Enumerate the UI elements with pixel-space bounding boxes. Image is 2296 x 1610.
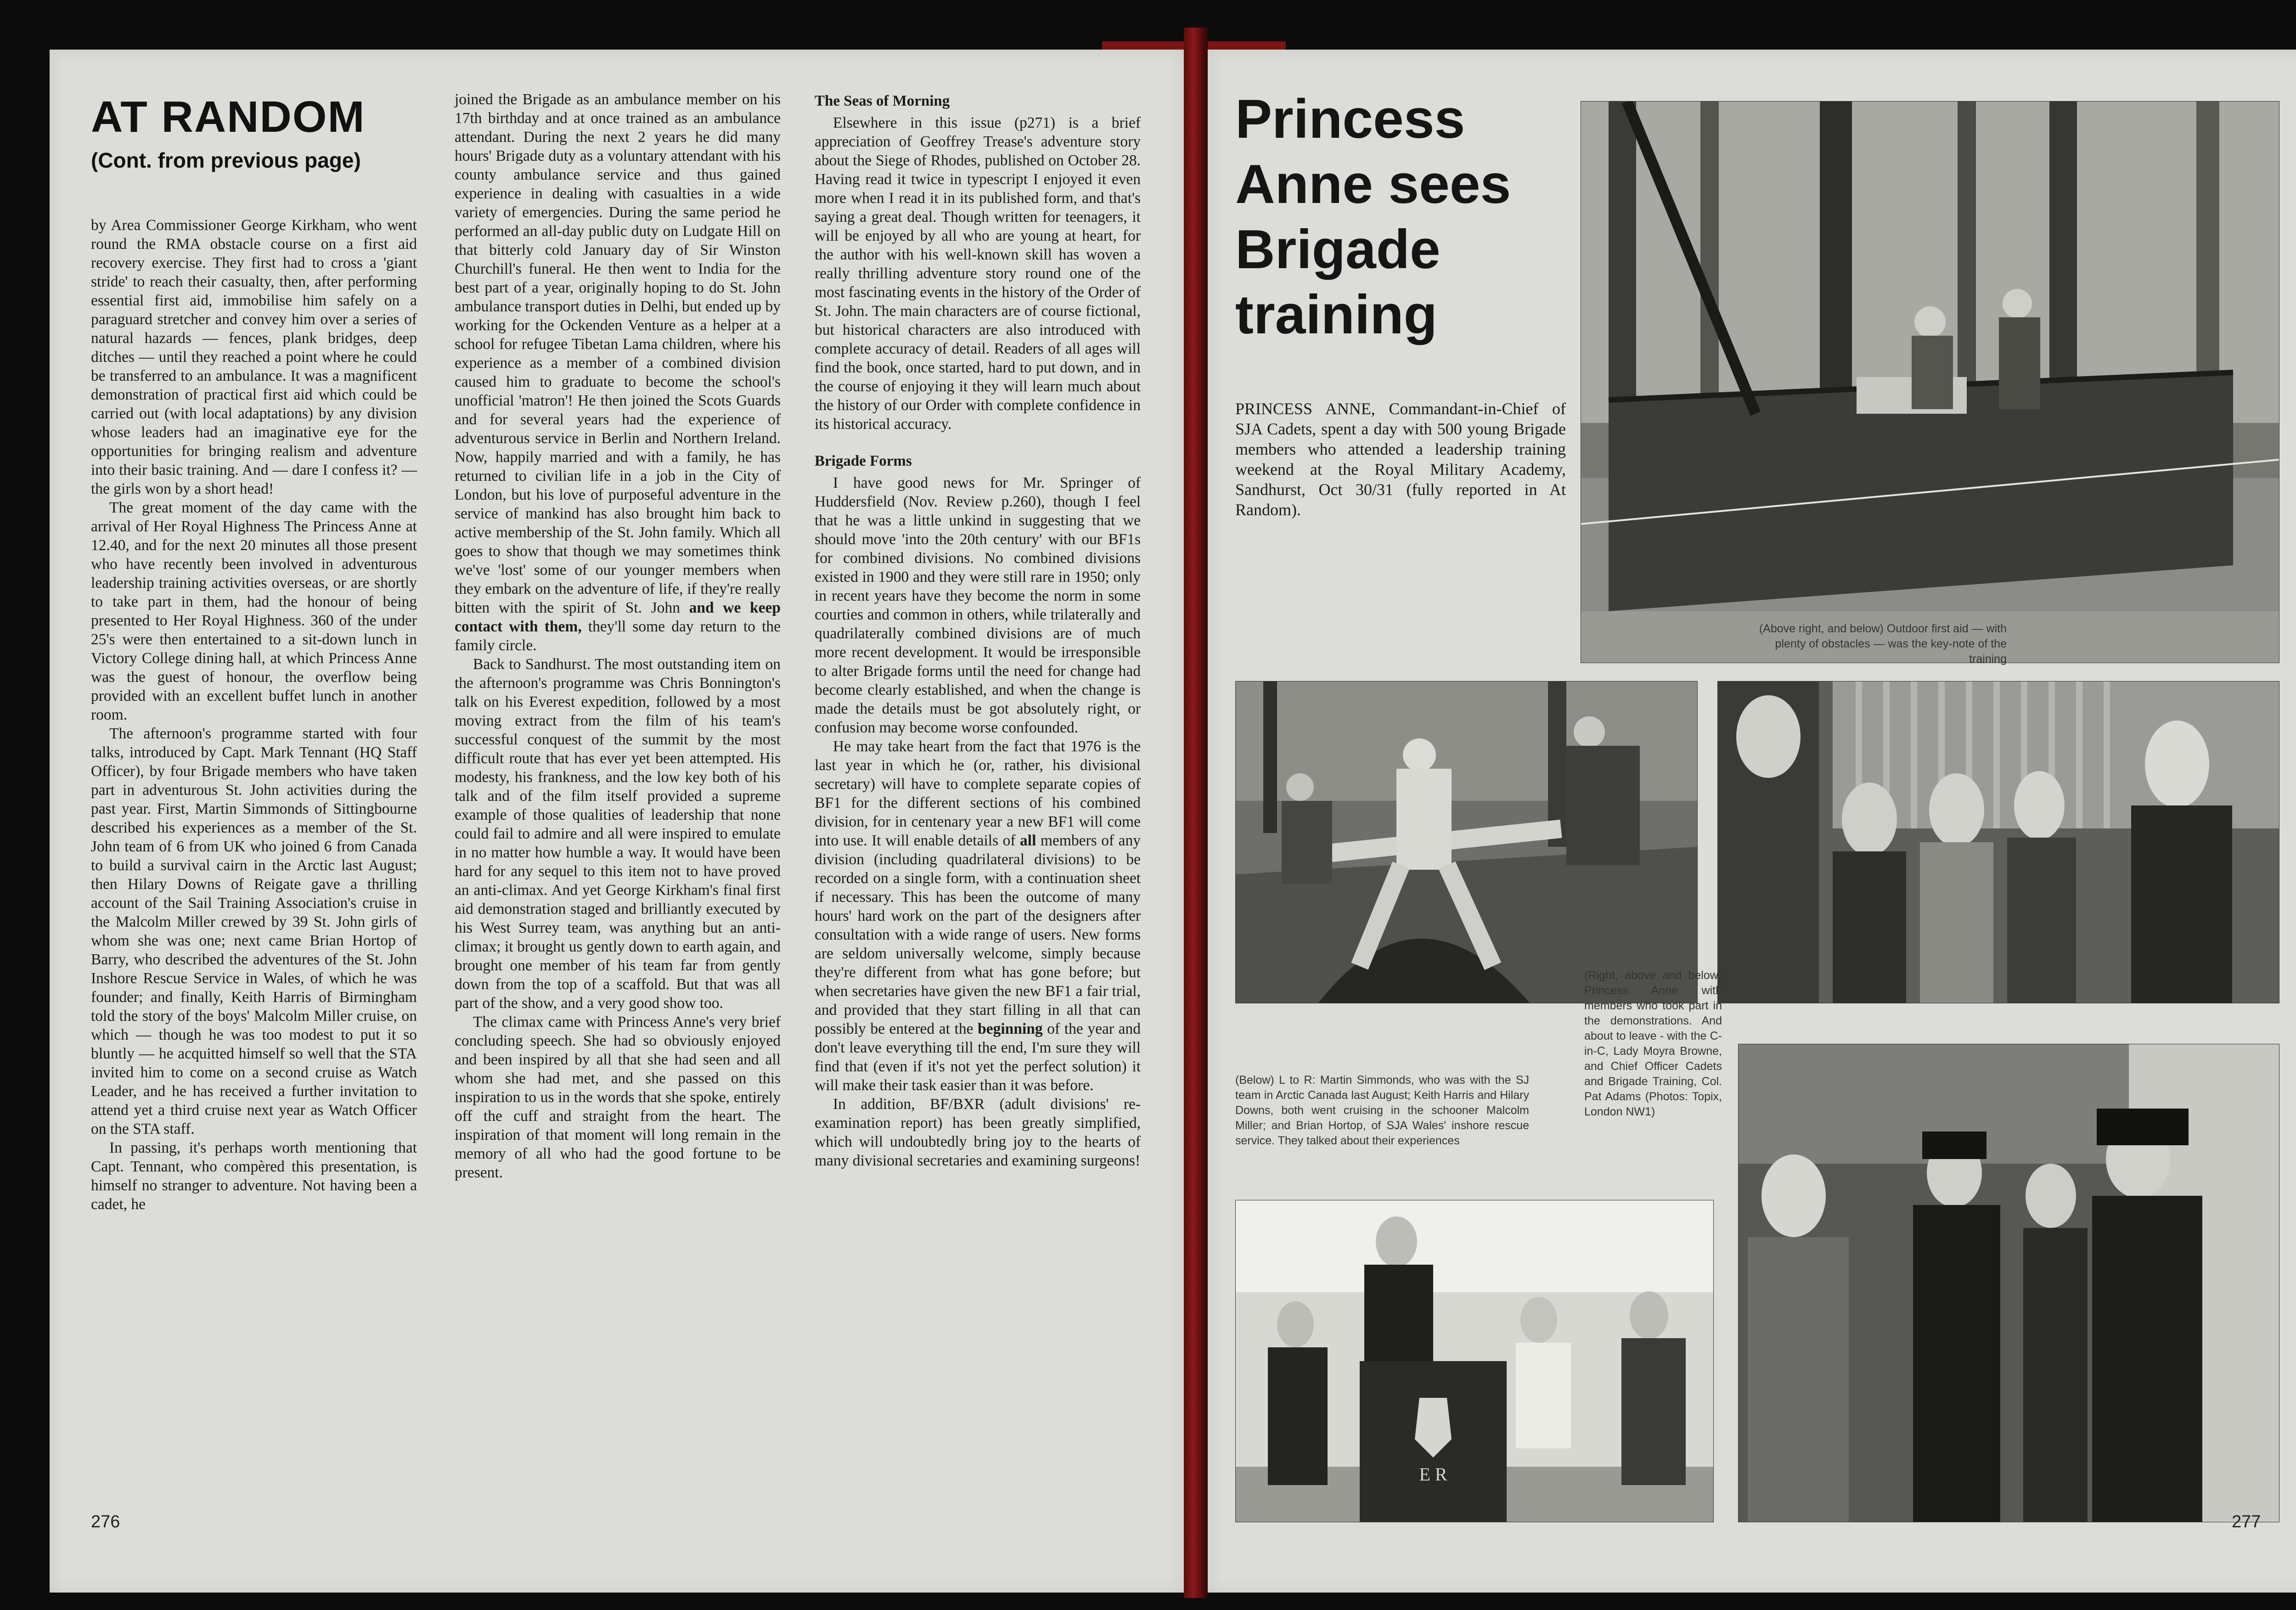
photo-speakers-stage (1235, 1200, 1714, 1522)
paragraph: I have good news for Mr. Springer of Huddersfield (Nov. Review p.260), though I feel that he was a little unkind in suggesting that we should move 'into the 20th century' with our BF1s for combined divisions. No combined divisions existed in 1900 and they were still rare in 1950; only in recent years have they become the norm in some courties and common in others, while trilaterally and quadrilaterally combined divisions are of much more recent development. It would be irresponsible to alter Brigade forms until the need for change had become clearly established, and when the change is made the details must be got absolutely right, or confusion may become worse confounded. (815, 474, 1141, 736)
text-run: they'll some day return to the family circle. (455, 618, 781, 654)
spine (1184, 28, 1208, 1598)
paragraph (815, 737, 1141, 1095)
photo-ditch-stretcher (1235, 681, 1698, 1003)
text-run: of the year and don't leave everything till the end, I'm sure they will find that (even if it's not yet the perfect solution) it will make their task easier than it was before. (815, 1020, 1141, 1094)
photo-outdoor-stretcher (1581, 101, 2279, 663)
article-column-3 (815, 92, 1141, 1170)
bold-text: all (1020, 832, 1036, 849)
photo-princess-officers (1738, 1044, 2279, 1522)
article-column-1 (91, 216, 417, 1214)
bold-text: and we keep contact with them, (455, 599, 781, 635)
article-column-2 (455, 90, 781, 1182)
paragraph: The great moment of the day came with the arrival of Her Royal Highness The Princess Anne at 12.40, and for the next 20 minutes all those present who have recently been involved in adventurous leadership training activities overseas, or are shortly to take part in them, had the honour of being presented to Her Royal Highness. 360 of the under 25's were then entertained to a sit-down lunch in Victory College dining hall, at which Princess Anne was the guest of honour, the overflow being provided with an excellent buffet lunch in another room. (91, 499, 417, 723)
paragraph: In addition, BF/BXR (adult divisions' re-examination report) has been greatly simplified, which will undoubtedly bring joy to the hearts of many divisional secretaries and examining surgeons! (815, 1096, 1141, 1169)
page-number: 277 (2232, 1512, 2261, 1531)
page-number: 276 (91, 1512, 120, 1531)
section-subtitle: (Cont. from previous page) (91, 148, 361, 172)
text-run: joined the Brigade as an ambulance member on his 17th birthday and at once trained as an ambulance attendant. During the next 2 years he did many hours' Brigade duty as a voluntary attendant with his county ambulance service and thus gained experience in dealing with casualties in a wide variety of emergencies. During the same period he performed an all-day public duty on Ludgate Hill on that bitterly cold January day of Sir Winston Churchill's funeral. He then went to India for the best part of a year, originally hoping to do St. John ambulance transport duties in Delhi, but ended up by working for the Ockenden Venture as a helper at a school for refugee Tibetan Lama children, where his experience as a member of a combined division caused him to graduate to become the school's unofficial 'matron'! He then joined the Scots Guards and for several years had the experience of adventurous service in Berlin and Northern Ireland. Now, happily married and with a family, he has returned to civilian life in a job in the City of London, but his love of purposeful adventure in the service of mankind has also brought him back to active membership of the St. John family. Which all goes to show that though we may sometimes think we've 'lost' some of our younger members when they embark on the adventure of life, if they're really bitten with the spirit of St. John (455, 91, 781, 616)
paragraph: The climax came with Princess Anne's very brief concluding speech. She had so obviously enjoyed and been inspired by all that she had seen and all whom she had met, and she passed on this inspiration to us in the words that she spoke, entirely off the cuff and straight from the heart. The inspiration of that moment will long remain in the memory of all who had the good fortune to be present. (455, 1013, 781, 1181)
caption-speakers: (Below) L to R: Martin Simmonds, who was with the SJ team in Arctic Canada last August; Keith Harris and Hilary Downs, both went cruising in the schooner Malcolm Miller; and Brian Hortop, of SJA Wales' inshore rescue service. They talked about their experiences (1235, 1074, 1529, 1147)
bold-text: beginning (978, 1020, 1043, 1037)
paragraph: Back to Sandhurst. The most outstanding item on the afternoon's programme was Chris Bonnington's talk on his Everest expedition, followed by a most moving extract from the film of his team's successful conquest of the summit by the most difficult route that has ever yet been attempted. His modesty, his frankness, and the low key both of his talk and of the film itself provided a supreme example of those qualities of leadership that none could fail to admire and all were inspired to emulate in no matter how humble a way. It would have been hard for any sequel to this item not to have proved an anti-climax. And yet George Kirkham's final first aid demonstration staged and brilliantly executed by his West Surrey team, was anything but an anti-climax; it brought us gently down to earth again, and brought one member of his team far from gently down from the top of a scaffold. But that was all part of the show, and a very good show too. (455, 656, 781, 1012)
paragraph: by Area Commissioner George Kirkham, who went round the RMA obstacle course on a first aid recovery exercise. They first had to cross a 'giant stride' to reach their casualty, then, after performing essential first aid, immobilise him safely on a paraguard stretcher and convey him over a series of natural hazards — fences, plank bridges, deep ditches — until they reached a point where he could be transferred to an ambulance. It was a magnificent demonstration of practical first aid which could be carried out (with local adaptations) by any division whose leaders had an imaginative eye for the opportunities for bringing realism and adventure into their basic training. And — dare I confess it? — the girls won by a short head! (91, 217, 417, 497)
caption-outdoor: (Above right, and below) Outdoor first aid — with plenty of obstacles — was the key-note of the training (1759, 622, 2007, 665)
section-title: AT RANDOM (91, 92, 366, 141)
headline: Princess Anne sees Brigade training (1235, 88, 1511, 345)
text-run: members of any division (including quadrilateral divisions) to be recorded on a single form, with a continuation sheet if necessary. This has been the outcome of many hours' hard work on the part of the designers after consultation with a wide range of users. New forms are seldom universally welcome, simply because they're different from what has gone before; but when secretaries have given the new BF1 a fair trial, and provided that they start filling in all that can possibly be entered at the (815, 832, 1141, 1037)
column-heading: Brigade Forms (815, 453, 912, 469)
lectern-monogram: E R (1419, 1464, 1447, 1485)
paragraph: Elsewhere in this issue (p271) is a brief appreciation of Geoffrey Trease's adventure story about the Siege of Rhodes, published on October 28. Having read it twice in typescript I enjoyed it even more when I read it in its published form, and that's saying a great deal. Though written for teenagers, it will be enjoyed by all who are young at heart, for the author with his well-known skill has woven a really thrilling adventure story round one of the most fascinating events in the history of the Order of St. John. The main characters are of course fictional, but historical characters are also introduced with complete accuracy of detail. Readers of all ages will find the book, once started, hard to put down, and in the course of enjoying it they will learn much about the history of our Order with complete confidence in its historical accuracy. (815, 114, 1141, 433)
intro-paragraph: PRINCESS ANNE, Commandant-in-Chief of SJA Cadets, spent a day with 500 young Brigade members who attended a leadership training weekend at the Royal Military Academy, Sandhurst, Oct 30/31 (fully reported in At Random). (1235, 400, 1566, 519)
left-page (50, 50, 1184, 1593)
paragraph: In passing, it's perhaps worth mentioning that Capt. Tennant, who compèred this presentation, is himself no stranger to adventure. Not having been a cadet, he (91, 1139, 417, 1213)
photo-princess-meeting (1717, 681, 2279, 1003)
caption-right: (Right, above and below) Princess Anne with members who took part in the demonstrations. And about to leave - with the C-in-C, Lady Moyra Browne, and Chief Officer Cadets and Brigade Training, Col. Pat Adams (Photos: Topix, London NW1) (1584, 969, 1722, 1118)
paragraph: The afternoon's programme started with four talks, introduced by Capt. Mark Tennant (HQ Staff Officer), by four Brigade members who have taken part in adventurous St. John activities during the past year. First, Martin Simmonds of Sittingbourne described his experiences as a member of the St. John team of 6 from UK who joined 6 from Canada to build a survival cairn in the Arctic last August; then Hilary Downs of Reigate gave a thrilling account of the Sail Training Association's cruise in the Malcolm Miller crewed by 39 St. John girls of whom she was one; next came Brian Hortop of Barry, who described the adventures of the St. John Inshore Rescue Service in Wales, of which he was founder; and finally, Keith Harris of Birmingham told the story of the boys' Malcolm Miller cruise, on which — though he was too modest to put it so bluntly — he acquitted himself so well that the STA invited him to come on a second cruise as Watch Leader, and he has received a further invitation to attend yet a third cruise next year as Watch Officer on the STA staff. (91, 725, 417, 1137)
right-page (1208, 50, 2296, 1593)
text-run: He may take heart from the fact that 1976 is the last year in which he (or, rather, his divisional secretary) will have to complete separate copies of BF1 for the different sections of his combined division, for in centenary year a new BF1 will come into use. It will enable details of (815, 738, 1141, 849)
column-heading: The Seas of Morning (815, 93, 950, 109)
paragraph (455, 90, 781, 655)
